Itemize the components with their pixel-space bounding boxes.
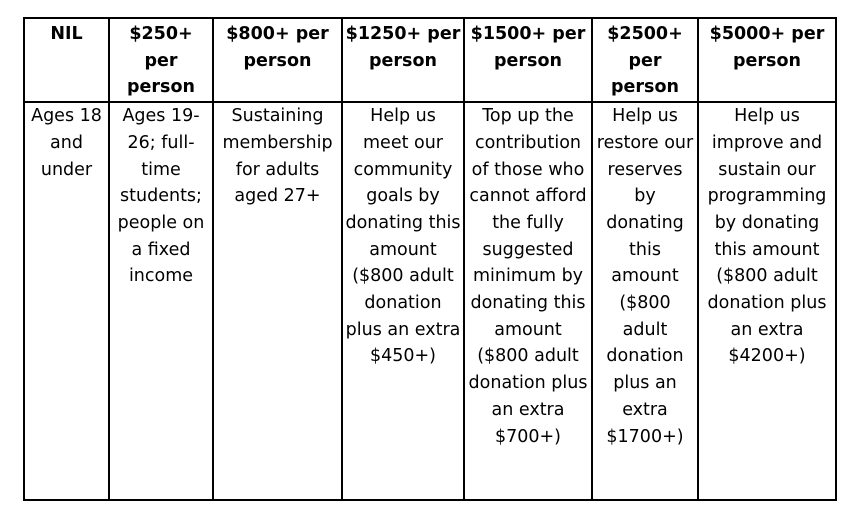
cell-nil-description: Ages 18 and under (24, 102, 109, 500)
header-1250: $1250+ per person (342, 18, 464, 102)
header-800: $800+ per person (213, 18, 342, 102)
donation-tier-table (23, 17, 837, 501)
header-2500: $2500+ per person (592, 18, 698, 102)
header-nil: NIL (24, 18, 109, 102)
header-1500: $1500+ per person (464, 18, 592, 102)
table-header-row (24, 18, 836, 102)
cell-800-description: Sustaining membership for adults aged 27+ (213, 102, 342, 500)
table-row (24, 102, 836, 500)
cell-2500-description: Help us restore our reserves by donating this amount ($800 adult donation plus an extra $1700+) (592, 102, 698, 500)
cell-1250-description: Help us meet our community goals by donating this amount ($800 adult donation plus an extra $450+) (342, 102, 464, 500)
header-5000: $5000+ per person (698, 18, 836, 102)
cell-5000-description: Help us improve and sustain our programming by donating this amount ($800 adult donation plus an extra $4200+) (698, 102, 836, 500)
cell-250-description: Ages 19-26; full-time students; people on a fixed income (109, 102, 213, 500)
header-250: $250+ per person (109, 18, 213, 102)
cell-1500-description: Top up the contribution of those who cannot afford the fully suggested minimum by donating this amount ($800 adult donation plus an extra $700+) (464, 102, 592, 500)
